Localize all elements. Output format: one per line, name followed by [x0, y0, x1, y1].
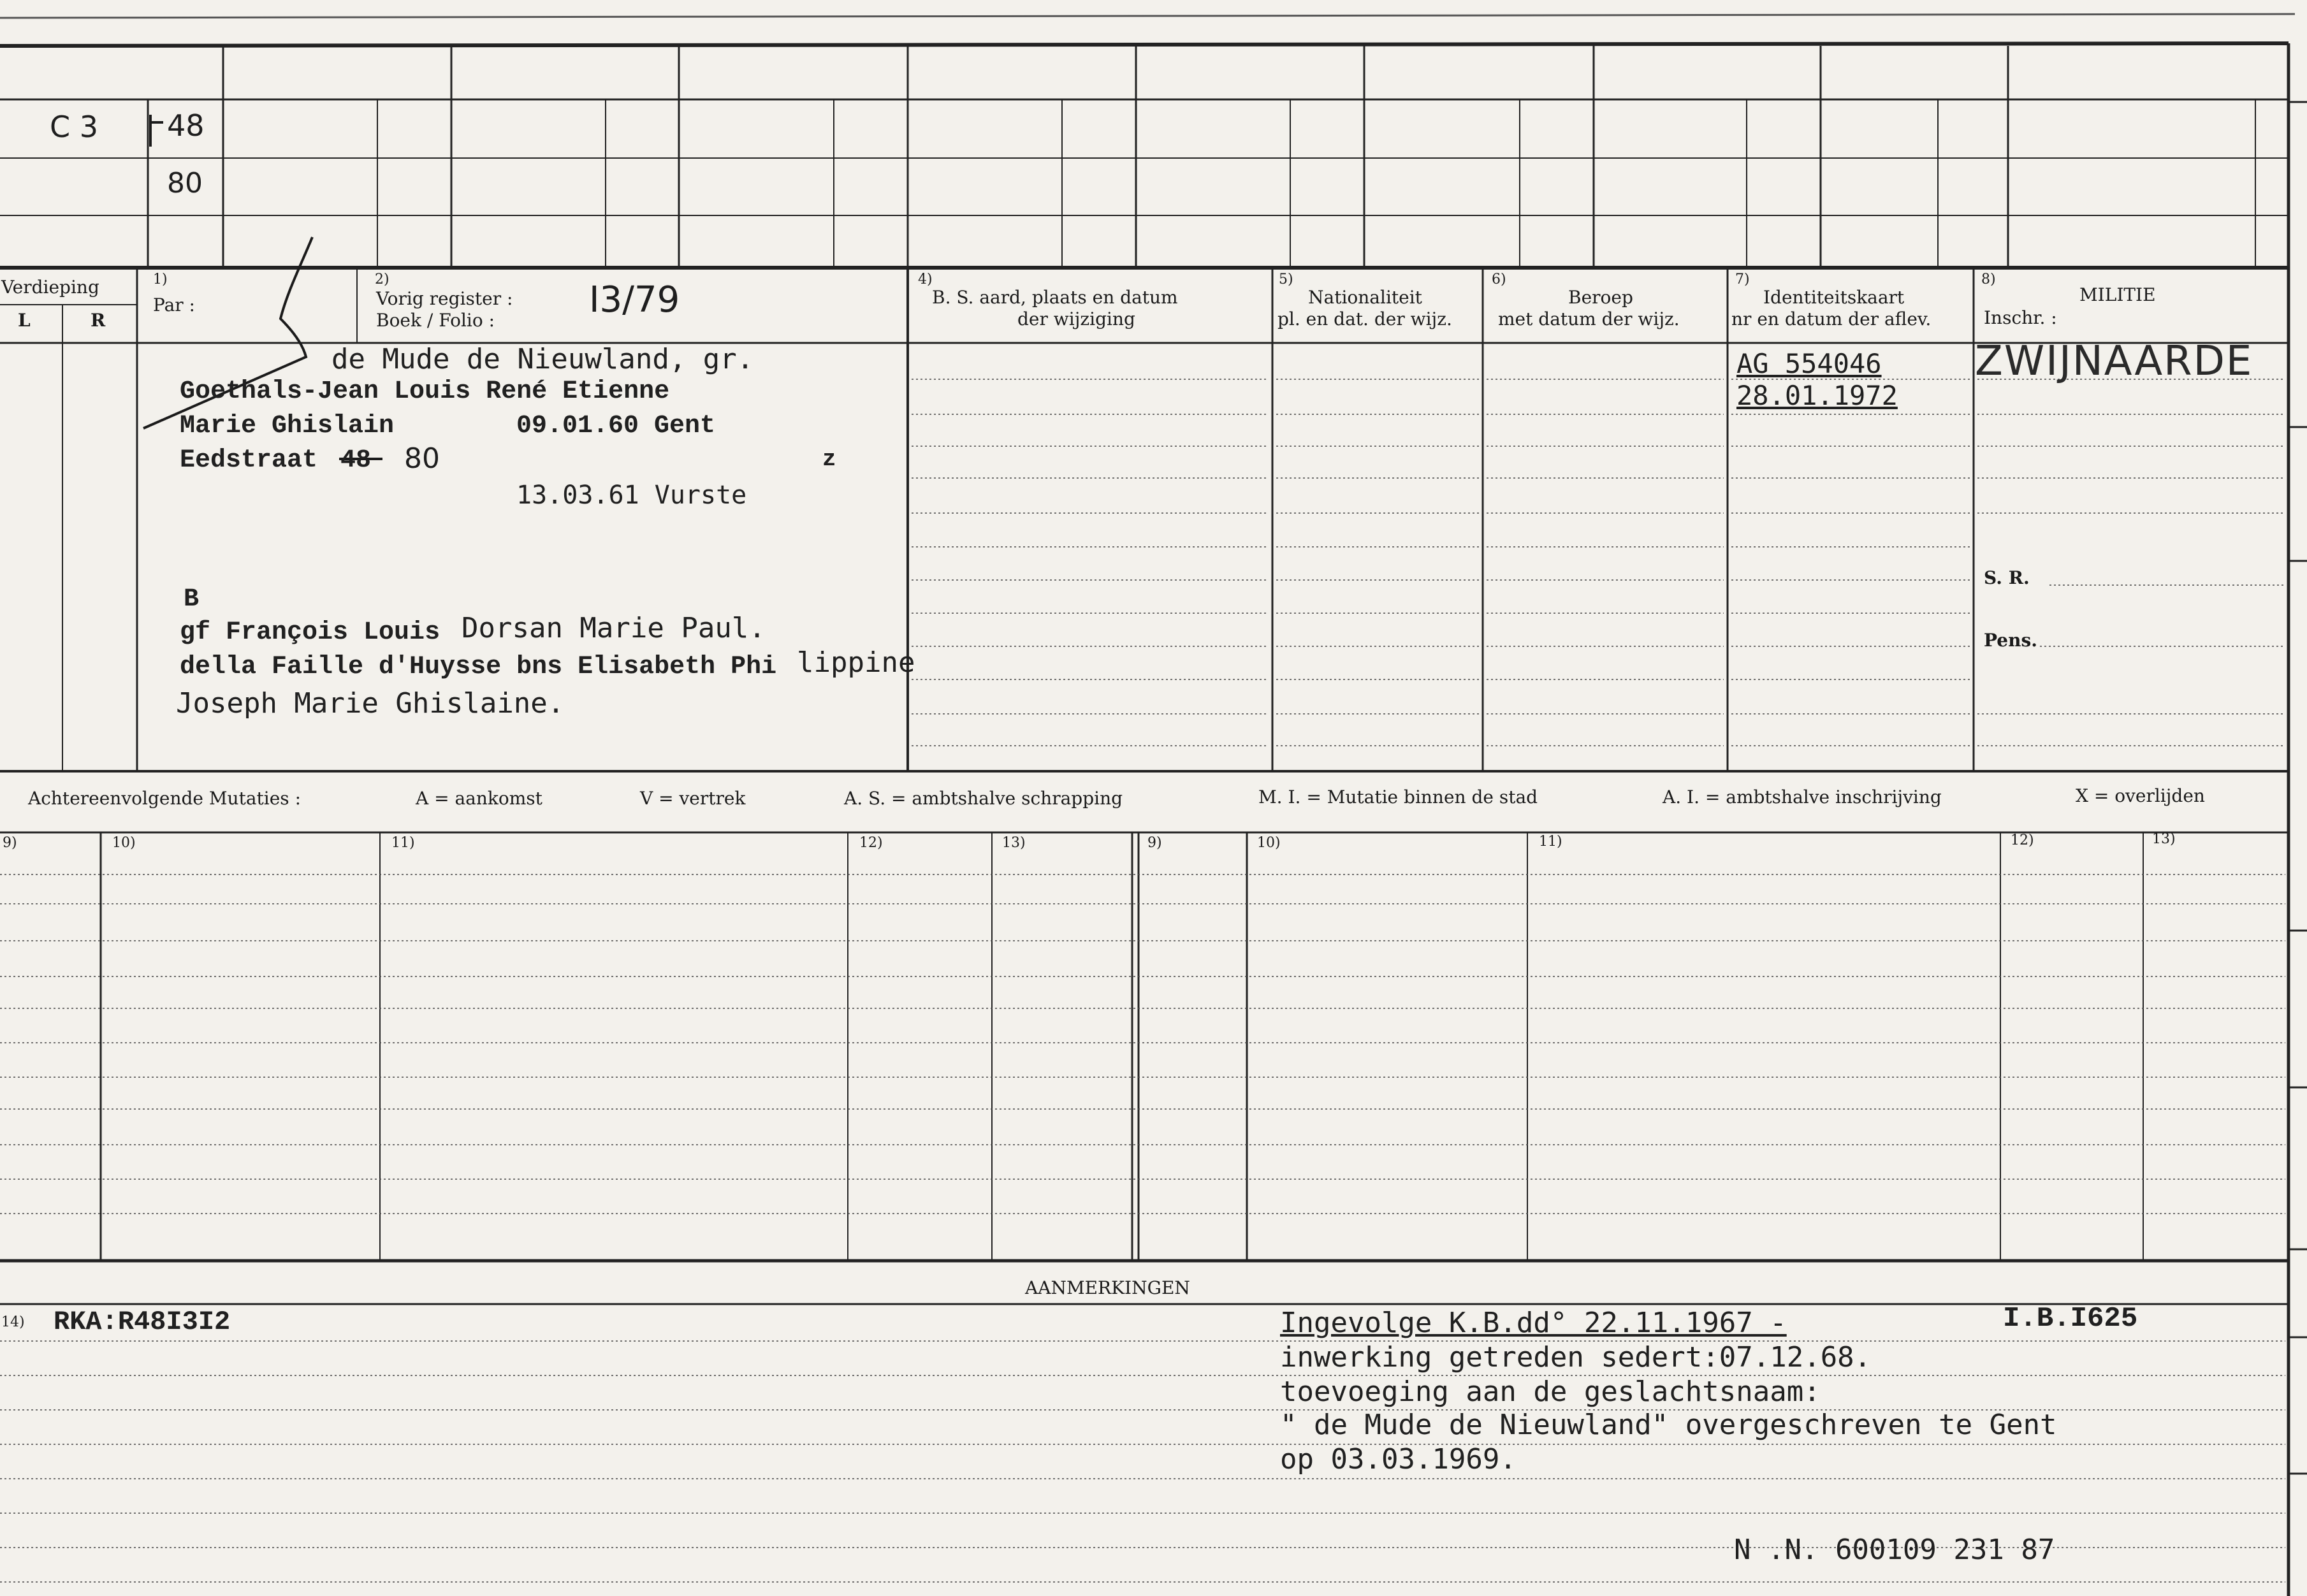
beroep-number: 6) — [1492, 272, 1506, 287]
person-arrival: 13.03.61 Vurste — [516, 481, 747, 510]
identiteitskaart-label-1: Identiteitskaart — [1763, 287, 1905, 308]
note-line2: inwerking getreden sedert:07.12.68. — [1280, 1341, 1872, 1374]
boek-folio-label: Boek / Folio : — [376, 310, 495, 331]
note-reference: I.B.I625 — [2003, 1303, 2138, 1335]
mutaties-title: Achtereenvolgende Mutaties : — [28, 788, 301, 809]
nationaliteit-number: 5) — [1279, 272, 1293, 287]
legend-ambtshalve-schrapping: A. S. = ambtshalve schrapping — [844, 788, 1123, 809]
verdieping-r: R — [91, 310, 106, 331]
person-birth: 09.01.60 Gent — [516, 412, 716, 440]
id-card-number: AG 554046 — [1736, 348, 1882, 379]
mut-col-11-right: 11) — [1539, 834, 1562, 850]
spouse-line2b: lippine — [797, 646, 915, 679]
mut-col-12-right: 12) — [2011, 832, 2034, 848]
aanmerkingen-number: 14) — [1, 1314, 25, 1330]
nationaliteit-label-1: Nationaliteit — [1308, 287, 1422, 308]
marker-b: B — [184, 585, 200, 614]
person-name-line2: Goethals-Jean Louis René Etienne — [180, 377, 670, 406]
vorig-register-number: 2) — [375, 272, 389, 287]
mut-col-9-right: 9) — [1147, 835, 1162, 851]
spouse-line1b: Dorsan Marie Paul. — [462, 612, 766, 644]
person-marker-z: z — [822, 446, 836, 472]
spouse-line2a: della Faille d'Huysse bns Elisabeth Phi — [180, 653, 777, 681]
record-code-right: 48 — [167, 108, 205, 143]
verdieping-l: L — [18, 310, 31, 331]
aanmerkingen-title: AANMERKINGEN — [1025, 1277, 1190, 1298]
mut-col-13-left: 13) — [1002, 835, 1026, 851]
militie-place-stamp: ZWIJNAARDE — [1975, 338, 2253, 385]
person-old-house-number: 48 — [340, 446, 372, 475]
sr-label: S. R. — [1984, 567, 2030, 588]
mut-col-13-right: 13) — [2152, 831, 2176, 847]
vorig-register-value: I3/79 — [589, 279, 680, 321]
par-label: Par : — [153, 294, 195, 316]
bs-label-1: B. S. aard, plaats en datum — [932, 287, 1178, 308]
note-line4: " de Mude de Nieuwland" overgeschreven te Gent — [1280, 1409, 2057, 1441]
legend-mutatie-binnen-stad: M. I. = Mutatie binnen de stad — [1258, 787, 1538, 808]
bs-label-2: der wijziging — [1017, 308, 1135, 330]
beroep-label-2: met datum der wijz. — [1498, 308, 1680, 330]
person-new-house-number: 80 — [404, 442, 440, 475]
verdieping-label: Verdieping — [1, 277, 99, 298]
person-name-line1: de Mude de Nieuwland, gr. — [331, 343, 754, 375]
id-card-date: 28.01.1972 — [1736, 380, 1898, 411]
legend-vertrek: V = vertrek — [640, 788, 746, 809]
par-number: 1) — [153, 272, 168, 287]
pens-label: Pens. — [1984, 630, 2037, 651]
nationaliteit-label-2: pl. en dat. der wijz. — [1277, 308, 1452, 330]
legend-ambtshalve-inschrijving: A. I. = ambtshalve inschrijving — [1663, 787, 1942, 808]
bs-number: 4) — [918, 272, 933, 287]
beroep-label-1: Beroep — [1568, 287, 1633, 308]
inschr-label: Inschr. : — [1984, 307, 2057, 328]
note-line3: toevoeging aan de geslachtsnaam: — [1280, 1375, 1821, 1408]
mut-col-12-left: 12) — [859, 835, 883, 851]
national-number: N .N. 600109 231 87 — [1734, 1534, 2055, 1566]
note-line5: op 03.03.1969. — [1280, 1443, 1517, 1476]
identiteitskaart-number: 7) — [1735, 272, 1750, 287]
vorig-register-label: Vorig register : — [376, 288, 513, 309]
spouse-line1a: gf François Louis — [180, 618, 440, 647]
legend-overlijden: X = overlijden — [2076, 785, 2205, 806]
identiteitskaart-label-2: nr en datum der aflev. — [1731, 308, 1932, 330]
mut-col-10-left: 10) — [112, 835, 136, 851]
record-code-left: C 3 — [50, 110, 99, 144]
rka-number: RKA:R48I3I2 — [54, 1307, 231, 1337]
person-street: Eedstraat — [180, 446, 318, 475]
person-name-line3: Marie Ghislain — [180, 412, 395, 440]
record-code-below: 80 — [167, 167, 203, 200]
note-line1: Ingevolge K.B.dd° 22.11.1967 - — [1280, 1307, 1787, 1339]
mut-col-9-left: 9) — [3, 835, 17, 851]
mut-col-10-right: 10) — [1257, 835, 1281, 851]
spouse-line3: Joseph Marie Ghislaine. — [176, 687, 565, 720]
militie-number: 8) — [1981, 272, 1996, 287]
legend-aankomst: A = aankomst — [416, 788, 542, 809]
militie-label: MILITIE — [2079, 284, 2156, 305]
mut-col-11-left: 11) — [391, 835, 415, 851]
